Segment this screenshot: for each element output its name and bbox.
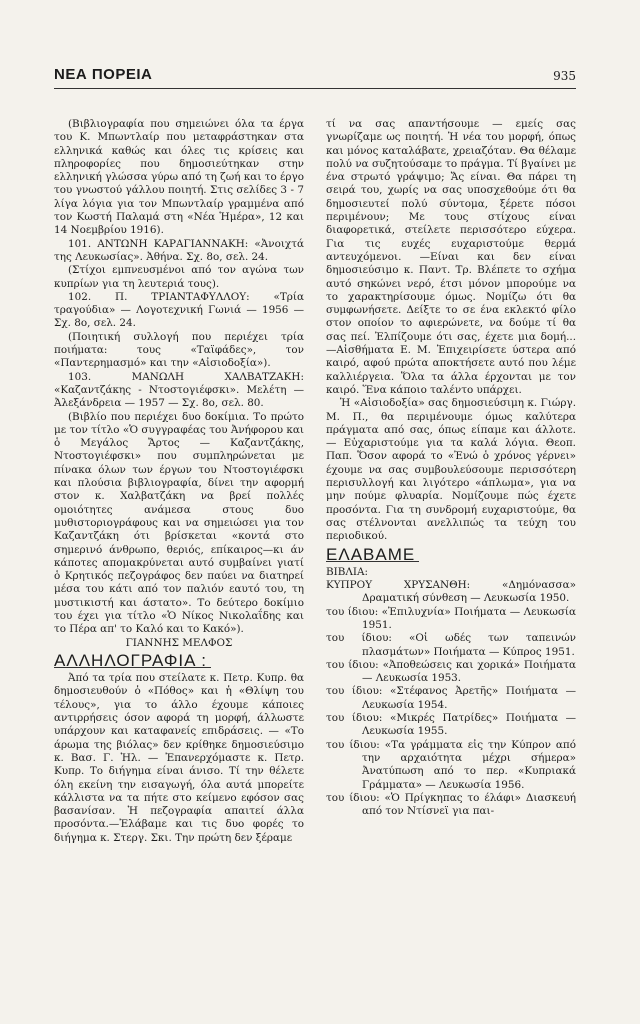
list-item: του ίδιου: «Ἀποθεώσεις και χορικά» Ποιήματα — Λευκωσία 1953. xyxy=(326,658,576,685)
paragraph: (Ποιητική συλλογή που περιέχει τρία ποιήματα: τους «Ταϊφάδες», τον «Παντερημασμό» και την «Αἰσιοδοξία»). xyxy=(54,330,304,370)
list-item: ΚΥΠΡΟΥ ΧΡΥΣΑΝΘΗ: «Δημόνασσα» Δραματική σύνθεση — Λευκωσία 1950. xyxy=(326,579,576,605)
list-item: του ίδιου: «Ἐπιλυχνία» Ποιήματα — Λευκωσία 1951. xyxy=(326,605,576,631)
book-entry-103: 103. ΜΑΝΩΛΗ ΧΑΛΒΑΤΖΑΚΗ: «Καζαντζάκης - Ντοστογιέφσκι». Μελέτη — Ἀλεξάνδρεια — 1957 — Σχ. 8ο, σελ. 80. xyxy=(54,370,304,410)
section-title-received: ΕΛΑΒΑΜΕ xyxy=(326,548,419,562)
correspondence-text: Ἀπό τα τρία που στείλατε κ. Πετρ. Κυπρ. θα δημοσιευθούν ὁ «Πόθος» και ἡ «Θλίψη του τέλους», για το άλλο έχουμε κάποιες αντιρρήσεις όσον αφορά τη μορφή, άλλωστε υπάρχουν και καταφανείς επιδράσεις. — «Το άρωμα της βιόλας» δεν κρίθηκε δημοσιεύσιμο κ. Βασ. Γ. Ἡλ. — Ἐπανερχόμαστε κ. Πετρ. Κυπρ. Το διήγημα είναι άνισο. Τί την θέλετε όλη εκείνη την εισαγωγή, όλα αυτά μπορείτε κάλλιστα να τα πήτε στο κείμενο εφόσον σας βασανίσαν. Ἡ πεζογραφία απαιτεί άλλα προσόντα.—Ἐλάβαμε και τις δυο φορές το διήγημα κ. Στεργ. Σκι. Την πρώτη δεν ξέραμε xyxy=(54,672,304,844)
paragraph: (Στίχοι εμπνευσμένοι από τον αγώνα των κυπρίων για τη λευτεριά τους). xyxy=(54,264,304,290)
page-header xyxy=(54,66,576,89)
paragraph: (Βιβλιογραφία που σημειώνει όλα τα έργα του Κ. Μπωντλαίρ που μεταφράστηκαν στα ελληνικά καθώς και όλες τις κρίσεις και πληροφορίες που δημοσιεύτηκαν στην ελληνική γλώσσα γύρω από τη ζωή και το έργο του γνωστού γάλλου ποιητή. Στις σελίδες 3 - 7 λίγα λόγια για τον Μπωντλαίρ γραμμένα από τον Κωστή Παλαμά στη «Νέα Ἡμέρα», 12 και 14 Νοεμβρίου 1916). xyxy=(54,118,304,237)
book-entry-101: 101. ΑΝΤΩΝΗ ΚΑΡΑΓΙΑΝΝΑΚΗ: «Ἀνοιχτά της Λευκωσίας». Ἀθήνα. Σχ. 8ο, σελ. 24. xyxy=(54,237,304,263)
subheading-books: ΒΙΒΛΙΑ: xyxy=(326,565,368,578)
paragraph: (Βιβλίο που περιέχει δυο δοκίμια. Το πρώτο με τον τίτλο «Ὁ συγγραφέας του Ἀνήφορου και ὁ Μεγάλος Ἄρτος — Καζαντζάκης, Ντοστογιέφσκι» που συμπληρώνεται με πίνακα όλων των έργων του Ντοστογιέφσκι και πλούσια βιβλιογραφία, δίνει την αφορμή στον κ. Χαλβατζάκη να βρεί πολλές ομοιότητες ανάμεσα στους δυο μυθιστοριογράφους και να σημειώσει για τον Καζαντζάκη ότι βρίσκεται «κοντά στο σημερινό άνθρωπο, θεριός, επίκαιρος—κι άν κάποτες απομακρύνεται αυτό συμβαίνει γιατί ὁ Κρητικός πεζογράφος δεν παύει να διατηρεί μέσα του κάτι από τον παλιόν εαυτό του, τη μυστικιστή και άστατο». Το δεύτερο δοκίμιο του έχει για τίτλο «Ὁ Νίκος Νικολαΐδης και το Πέρα απ' το Καλό και το Κακό»). xyxy=(54,410,304,636)
section-title-correspondence: ΑΛΛΗΛΟΓΡΑΦΙΑ : xyxy=(54,654,211,668)
author-signature: ΓΙΑΝΝΗΣ ΜΕΛΦΟΣ xyxy=(125,636,233,649)
list-item: του ίδιου: «Τα γράμματα εἰς την Κύπρον από την αρχαιότητα μέχρι σήμερα» Ἀνατύπωση από το περ. «Κυπριακά Γράμματα» — Λευκωσία 1956. xyxy=(326,738,576,791)
journal-title: ΝΕΑ ΠΟΡΕΙΑ xyxy=(54,66,153,83)
left-column xyxy=(54,118,304,845)
right-column xyxy=(326,118,576,818)
list-item: του ίδιου: «Ὁ Πρίγκηπας το έλάφι» Διασκευή από τον Ντίσνεϊ για παι- xyxy=(326,791,576,818)
list-item: του ίδιου: «Μικρές Πατρίδες» Ποιήματα — Λευκωσία 1955. xyxy=(326,712,576,738)
book-entry-102: 102. Π. ΤΡΙΑΝΤΑΦΥΛΛΟΥ: «Τρία τραγούδια» — Λογοτεχνική Γωνιά — 1956 — Σχ. 8ο, σελ. 24. xyxy=(54,290,304,330)
page-number: 935 xyxy=(553,69,576,83)
paragraph: Ἡ «Αἰσιοδοξία» σας δημοσιεύσιμη κ. Γιώργ. Μ. Π., θα περιμένουμε όμως καλύτερα πράγματα από σας, όπως είπαμε και άλλοτε. — Εὐχαριστούμε για τα καλά λόγια. Θεοπ. Παπ. Ὅσον αφορά το «Ἐνώ ὁ χρόνος γέρνει» έχουμε να σας συμβουλεύσουμε περισσότερη περισυλλογή και λιγότερο «άπλωμα», για να μην πούμε φλυαρία. Νομίζουμε πώς έχετε προσόντα. Για τη συνδρομή ευχαριστούμε, θα σας στέλνονται ανελλιπώς τα τεύχη του περιοδικού. xyxy=(326,397,576,543)
list-item: του ίδιου: «Στέφανος Ἀρετῆς» Ποιήματα — Λευκωσία 1954. xyxy=(326,685,576,711)
list-item: του ίδιου: «Οἱ ωδές των ταπεινών πλασμάτων» Ποιήματα — Κύπρος 1951. xyxy=(326,632,576,658)
correspondence-continuation: τί να σας απαντήσουμε — εμείς σας γνωρίζαμε ως ποιητή. Ἡ νέα του μορφή, όπως και μόνος καταλάβατε, χρειαζόταν. Θα θέλαμε πολύ να συζητούσαμε το πράγμα. Τί βγαίνει με ένα στρωτό γράψιμο; Ἄς είναι. Θα πάρει τη σειρά του, χωρίς να σας υποσχεθούμε ότι θα δημοσιευτεί πολύ σύντομα, ξέρετε πόσοι περιμένουν; Με τους στίχους είναι διαφορετικά, στείλετε περισσότερο εύχερα. Για τις ευχές ευχαριστούμε θερμά αντευχόμενοι. —Είναι και δεν είναι δημοσιεύσιμο κ. Παντ. Τρ. Βλέπετε το σχήμα αυτό σηκώνει νερό, έτσι μόνον μπορούμε να το χαρακτηρίσουμε όμως. Νομίζω ότι θα συμφωνήσετε. Δείξτε το σε ένα εκλεκτό φίλο στον οποίον το αφιερώνετε, να δούμε τί θα σας πεί. Ἐλπίζουμε ότι σας, έχετε μια δομή... —Αἰσθήματα Ε. Μ. Ἐπιχειρίσετε ύστερα από καιρό, αφού πρώτα αποκτήσετε αυτό που λέμε καλλιέργεια. Ὅλα τα άλλα έρχονται με τον καιρό. Ἕνα κάποιο ταλέντο υπάρχει. xyxy=(326,118,576,396)
